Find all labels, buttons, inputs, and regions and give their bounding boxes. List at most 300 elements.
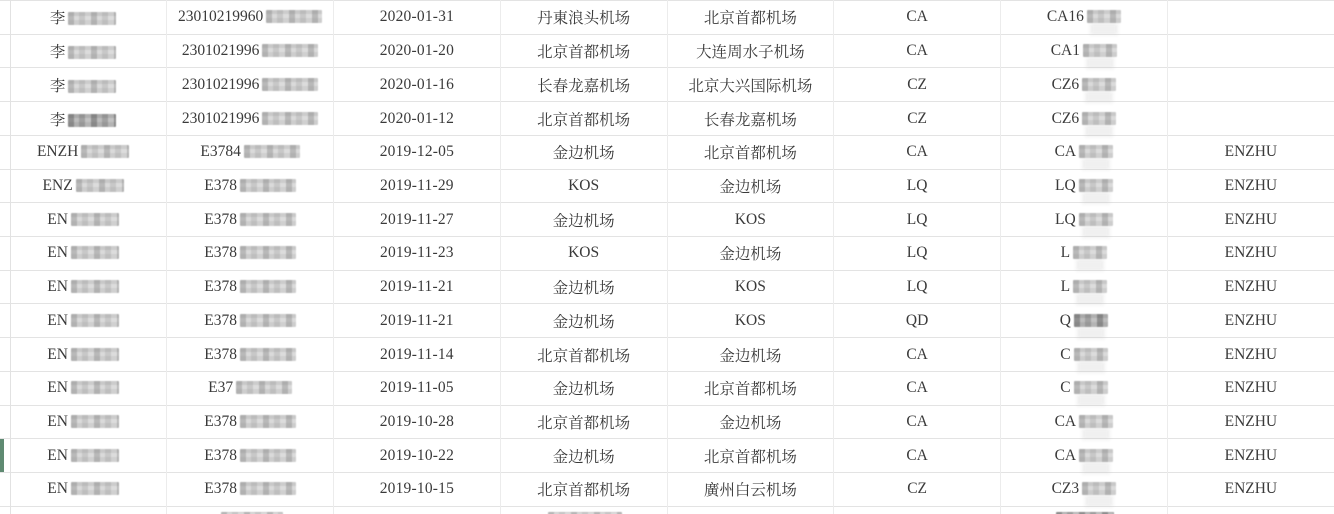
airline-code-text: CZ <box>907 109 928 127</box>
redaction-mask <box>244 145 300 158</box>
cell-flight-date[interactable] <box>334 338 501 372</box>
arrival-airport-text: 北京首都机场 <box>703 145 797 163</box>
cell-arrival-airport[interactable] <box>667 405 834 439</box>
passenger-name-text: EN <box>47 412 68 430</box>
cell-arrival-airport[interactable] <box>667 135 834 169</box>
cell-flight-number[interactable] <box>1001 338 1168 372</box>
cell-flight-number[interactable] <box>1001 34 1168 68</box>
arrival-airport-text: 廣州白云机场 <box>703 482 797 500</box>
cell-airline-code[interactable] <box>834 203 1001 237</box>
document-number-text: E378 <box>204 345 237 363</box>
airline-code-text: CA <box>906 345 928 363</box>
cell-departure-airport[interactable] <box>500 102 667 136</box>
redaction-mask <box>1073 280 1107 293</box>
airline-code-text: QD <box>905 311 929 329</box>
flight-date-text: 2019-11-27 <box>380 210 454 228</box>
flight-date-text: 2019-11-29 <box>380 176 454 194</box>
cell-passenger-name[interactable] <box>0 506 167 514</box>
flight-number-text: Q <box>1059 311 1071 329</box>
cell-arrival-airport[interactable] <box>667 1 834 35</box>
table-row <box>0 371 1334 405</box>
cell-passenger-name[interactable] <box>0 371 167 405</box>
airline-code-text: LQ <box>906 244 928 262</box>
passenger-latin-name-text: ENZHU <box>1224 244 1278 262</box>
table-row-partial <box>0 506 1334 514</box>
flight-number-text: CZ3 <box>1051 480 1080 498</box>
cell-departure-airport[interactable] <box>500 135 667 169</box>
cell-document-number[interactable] <box>167 68 334 102</box>
cell-flight-number[interactable] <box>1001 237 1168 271</box>
redaction-mask <box>71 348 119 361</box>
arrival-airport-text: 北京首都机场 <box>703 381 797 399</box>
passenger-name-text: ENZ <box>42 176 73 194</box>
cell-flight-date[interactable] <box>334 34 501 68</box>
flight-number-text: CA <box>1054 412 1077 430</box>
arrival-airport-text: 金边机场 <box>719 414 782 432</box>
cell-passenger-name[interactable] <box>0 304 167 338</box>
table-row <box>0 1 1334 35</box>
departure-airport-text: 北京首都机场 <box>537 414 631 432</box>
cell-flight-number[interactable] <box>1001 203 1168 237</box>
redaction-mask <box>71 482 119 495</box>
cell-passenger-latin-name[interactable] <box>1167 405 1334 439</box>
cell-flight-number[interactable] <box>1001 439 1168 473</box>
flight-date-text: 2019-11-14 <box>380 345 454 363</box>
table-body <box>0 1 1334 514</box>
flight-number-text: C <box>1060 345 1071 363</box>
cell-document-number[interactable] <box>167 405 334 439</box>
passenger-name-text: EN <box>47 480 68 498</box>
cell-passenger-name[interactable] <box>0 135 167 169</box>
departure-airport-text: 北京首都机场 <box>537 347 631 365</box>
cell-airline-code[interactable] <box>834 473 1001 507</box>
cell-arrival-airport[interactable] <box>667 371 834 405</box>
cell-passenger-latin-name[interactable] <box>1167 473 1334 507</box>
cell-flight-number[interactable] <box>1001 102 1168 136</box>
cell-airline-code[interactable] <box>834 304 1001 338</box>
cell-passenger-latin-name[interactable] <box>1167 237 1334 271</box>
cell-flight-number[interactable] <box>1001 473 1168 507</box>
flight-number-text: CA16 <box>1046 8 1084 26</box>
redaction-mask <box>1083 44 1117 57</box>
document-number-text: E37 <box>208 379 234 397</box>
departure-airport-text: 金边机场 <box>552 313 615 331</box>
departure-airport-text: 金边机场 <box>552 280 615 298</box>
cell-flight-date[interactable] <box>334 135 501 169</box>
passenger-latin-name-text: ENZHU <box>1224 176 1278 194</box>
cell-flight-number[interactable] <box>1001 1 1168 35</box>
redaction-mask <box>71 381 119 394</box>
cell-passenger-latin-name[interactable] <box>1167 439 1334 473</box>
arrival-airport-text: KOS <box>734 278 766 296</box>
cell-document-number[interactable] <box>167 203 334 237</box>
cell-passenger-latin-name[interactable] <box>1167 371 1334 405</box>
passenger-name-text: EN <box>47 345 68 363</box>
cell-arrival-airport[interactable] <box>667 68 834 102</box>
cell-flight-number[interactable] <box>1001 506 1168 514</box>
flight-date-text: 2020-01-31 <box>379 8 455 26</box>
redaction-mask <box>71 449 119 462</box>
cell-airline-code[interactable] <box>834 68 1001 102</box>
redaction-mask <box>1082 112 1116 125</box>
redaction-mask <box>68 46 116 59</box>
cell-document-number[interactable] <box>167 270 334 304</box>
redaction-mask <box>71 314 119 327</box>
cell-airline-code[interactable] <box>834 102 1001 136</box>
cell-arrival-airport[interactable] <box>667 270 834 304</box>
cell-document-number[interactable] <box>167 1 334 35</box>
redaction-mask <box>1079 449 1113 462</box>
document-number-text: E378 <box>204 176 237 194</box>
cell-flight-number[interactable] <box>1001 169 1168 203</box>
table-row <box>0 338 1334 372</box>
cell-departure-airport[interactable] <box>500 405 667 439</box>
cell-arrival-airport[interactable] <box>667 506 834 514</box>
cell-arrival-airport[interactable] <box>667 237 834 271</box>
cell-passenger-latin-name[interactable] <box>1167 135 1334 169</box>
cell-passenger-name[interactable] <box>0 102 167 136</box>
arrival-airport-text: 金边机场 <box>719 347 782 365</box>
redaction-mask <box>71 213 119 226</box>
flight-number-text: L <box>1060 244 1071 262</box>
document-number-text: E378 <box>204 244 237 262</box>
redaction-mask <box>240 482 296 495</box>
cell-flight-date[interactable] <box>334 506 501 514</box>
cell-flight-date[interactable] <box>334 1 501 35</box>
cell-arrival-airport[interactable] <box>667 102 834 136</box>
cell-passenger-latin-name[interactable] <box>1167 338 1334 372</box>
flight-date-text: 2019-10-22 <box>379 446 455 464</box>
active-row-indicator <box>0 439 4 472</box>
passenger-name-text: EN <box>47 379 68 397</box>
cell-flight-date[interactable] <box>334 203 501 237</box>
redaction-mask <box>262 112 318 125</box>
cell-passenger-latin-name[interactable] <box>1167 169 1334 203</box>
passenger-latin-name-text: ENZHU <box>1224 480 1278 498</box>
redaction-mask <box>71 246 119 259</box>
cell-passenger-name[interactable] <box>0 338 167 372</box>
cell-document-number[interactable] <box>167 371 334 405</box>
cell-passenger-name[interactable] <box>0 270 167 304</box>
cell-airline-code[interactable] <box>834 1 1001 35</box>
flight-date-text: 2019-12-05 <box>379 143 455 161</box>
departure-airport-text: KOS <box>568 176 600 194</box>
redaction-mask <box>240 213 296 226</box>
flight-date-text: 2019-11-21 <box>380 278 454 296</box>
cell-flight-date[interactable] <box>334 169 501 203</box>
document-number-text: E378 <box>204 412 237 430</box>
passenger-latin-name-text: ENZHU <box>1224 143 1278 161</box>
document-number-text: 2301021996 <box>181 75 260 93</box>
flight-number-text: CZ6 <box>1051 75 1080 93</box>
cell-flight-number[interactable] <box>1001 135 1168 169</box>
cell-airline-code[interactable] <box>834 405 1001 439</box>
flight-date-text: 2019-11-23 <box>380 244 454 262</box>
document-number-text: 2301021996 <box>181 109 260 127</box>
departure-airport-text: 金边机场 <box>552 212 615 230</box>
arrival-airport-text: 北京首都机场 <box>703 448 797 466</box>
flight-date-text: 2020-01-16 <box>379 75 455 93</box>
cell-departure-airport[interactable] <box>500 169 667 203</box>
table-row <box>0 135 1334 169</box>
passenger-name-text: EN <box>47 311 68 329</box>
cell-flight-date[interactable] <box>334 102 501 136</box>
cell-document-number[interactable] <box>167 506 334 514</box>
flight-date-text: 2019-11-05 <box>380 379 454 397</box>
redaction-mask <box>1079 145 1113 158</box>
cell-passenger-latin-name[interactable] <box>1167 506 1334 514</box>
airline-code-text: CA <box>906 143 928 161</box>
flight-date-text: 2020-01-12 <box>379 109 455 127</box>
cell-flight-date[interactable] <box>334 405 501 439</box>
cell-arrival-airport[interactable] <box>667 473 834 507</box>
cell-flight-date[interactable] <box>334 270 501 304</box>
flight-date-text: 2019-10-15 <box>379 480 455 498</box>
cell-airline-code[interactable] <box>834 34 1001 68</box>
document-number-text: 2301021996 <box>181 42 260 60</box>
redaction-mask <box>1079 213 1113 226</box>
table-row <box>0 405 1334 439</box>
table-row <box>0 102 1334 136</box>
passenger-latin-name-text: ENZHU <box>1224 311 1278 329</box>
cell-document-number[interactable] <box>167 439 334 473</box>
cell-departure-airport[interactable] <box>500 338 667 372</box>
cell-airline-code[interactable] <box>834 506 1001 514</box>
airline-code-text: CA <box>906 42 928 60</box>
redaction-mask <box>1082 482 1116 495</box>
departure-airport-text: KOS <box>568 244 600 262</box>
redaction-mask <box>1074 348 1108 361</box>
cell-flight-date[interactable] <box>334 473 501 507</box>
cell-departure-airport[interactable] <box>500 68 667 102</box>
arrival-airport-text: 大连周水子机场 <box>696 44 805 62</box>
cell-document-number[interactable] <box>167 237 334 271</box>
redaction-mask <box>68 12 116 25</box>
passenger-name-text: EN <box>47 210 68 228</box>
arrival-airport-text: 北京大兴国际机场 <box>688 77 813 95</box>
arrival-airport-text: KOS <box>734 311 766 329</box>
arrival-airport-text: 金边机场 <box>719 178 782 196</box>
flight-number-text: LQ <box>1055 210 1076 228</box>
cell-passenger-name[interactable] <box>0 405 167 439</box>
cell-flight-date[interactable] <box>334 304 501 338</box>
arrival-airport-text: 北京首都机场 <box>703 10 797 28</box>
cell-passenger-name[interactable] <box>0 169 167 203</box>
cell-arrival-airport[interactable] <box>667 338 834 372</box>
cell-departure-airport[interactable] <box>500 270 667 304</box>
arrival-airport-text: 长春龙嘉机场 <box>703 111 797 129</box>
flight-number-text: CA <box>1054 143 1077 161</box>
cell-departure-airport[interactable] <box>500 237 667 271</box>
airline-code-text: CA <box>906 8 928 26</box>
passenger-name-text: EN <box>47 278 68 296</box>
cell-airline-code[interactable] <box>834 439 1001 473</box>
departure-airport-text: 长春龙嘉机场 <box>537 77 631 95</box>
passenger-latin-name-text: ENZHU <box>1224 446 1278 464</box>
redaction-mask <box>1082 78 1116 91</box>
cell-arrival-airport[interactable] <box>667 169 834 203</box>
flight-number-text: CZ6 <box>1051 109 1080 127</box>
passenger-name-text: EN <box>47 244 68 262</box>
airline-code-text: CA <box>906 446 928 464</box>
frozen-pane-divider <box>10 0 11 514</box>
departure-airport-text: 金边机场 <box>552 381 615 399</box>
redaction-mask <box>1074 314 1108 327</box>
cell-arrival-airport[interactable] <box>667 34 834 68</box>
cell-document-number[interactable] <box>167 338 334 372</box>
cell-departure-airport[interactable] <box>500 473 667 507</box>
redaction-mask <box>236 381 292 394</box>
cell-flight-date[interactable] <box>334 237 501 271</box>
passenger-latin-name-text: ENZHU <box>1224 278 1278 296</box>
passenger-latin-name-text: ENZHU <box>1224 412 1278 430</box>
redaction-mask <box>76 179 124 192</box>
cell-document-number[interactable] <box>167 304 334 338</box>
redaction-mask <box>262 44 318 57</box>
flight-number-text: CA1 <box>1050 42 1081 60</box>
table-row <box>0 203 1334 237</box>
airline-code-text: LQ <box>906 278 928 296</box>
table-row <box>0 439 1334 473</box>
table-row <box>0 473 1334 507</box>
cell-passenger-name[interactable] <box>0 34 167 68</box>
cell-document-number[interactable] <box>167 473 334 507</box>
redaction-mask <box>266 10 322 23</box>
airline-code-text: LQ <box>906 176 928 194</box>
cell-flight-number[interactable] <box>1001 405 1168 439</box>
table-row <box>0 304 1334 338</box>
cell-passenger-name[interactable] <box>0 473 167 507</box>
redaction-mask <box>71 280 119 293</box>
cell-passenger-latin-name[interactable] <box>1167 34 1334 68</box>
airline-code-text: CA <box>906 412 928 430</box>
document-number-text: E378 <box>204 311 237 329</box>
redaction-mask <box>240 348 296 361</box>
passenger-name-text: 李 <box>49 111 66 129</box>
cell-passenger-name[interactable] <box>0 203 167 237</box>
passenger-name-text: 李 <box>49 44 66 62</box>
cell-departure-airport[interactable] <box>500 304 667 338</box>
table-row <box>0 270 1334 304</box>
passenger-latin-name-text: ENZHU <box>1224 345 1278 363</box>
cell-airline-code[interactable] <box>834 237 1001 271</box>
redaction-mask <box>81 145 129 158</box>
airline-code-text: CZ <box>907 75 928 93</box>
flight-number-text: C <box>1060 379 1071 397</box>
cell-departure-airport[interactable] <box>500 506 667 514</box>
cell-passenger-name[interactable] <box>0 68 167 102</box>
cell-flight-date[interactable] <box>334 371 501 405</box>
flight-number-text: LQ <box>1055 176 1076 194</box>
document-number-text: E3784 <box>200 143 241 161</box>
document-number-text: E378 <box>204 278 237 296</box>
cell-passenger-latin-name[interactable] <box>1167 304 1334 338</box>
cell-document-number[interactable] <box>167 102 334 136</box>
cell-document-number[interactable] <box>167 34 334 68</box>
departure-airport-text: 北京首都机场 <box>537 111 631 129</box>
cell-passenger-latin-name[interactable] <box>1167 102 1334 136</box>
cell-document-number[interactable] <box>167 169 334 203</box>
departure-airport-text: 北京首都机场 <box>537 44 631 62</box>
redaction-mask <box>240 246 296 259</box>
redaction-mask <box>1074 381 1108 394</box>
cell-arrival-airport[interactable] <box>667 439 834 473</box>
cell-passenger-name[interactable] <box>0 1 167 35</box>
redaction-mask <box>240 314 296 327</box>
flight-date-text: 2019-11-21 <box>380 311 454 329</box>
cell-departure-airport[interactable] <box>500 371 667 405</box>
airline-code-text: LQ <box>906 210 928 228</box>
departure-airport-text: 北京首都机场 <box>537 482 631 500</box>
airline-code-text: CZ <box>907 480 928 498</box>
passenger-name-text: ENZH <box>36 143 79 161</box>
passenger-name-text: 李 <box>49 10 66 28</box>
flight-date-text: 2020-01-20 <box>379 42 455 60</box>
redaction-mask <box>262 78 318 91</box>
table-row <box>0 34 1334 68</box>
flight-number-text: CA <box>1054 446 1077 464</box>
cell-passenger-name[interactable] <box>0 237 167 271</box>
redaction-mask <box>68 80 116 93</box>
cell-airline-code[interactable] <box>834 270 1001 304</box>
cell-passenger-latin-name[interactable] <box>1167 1 1334 35</box>
cell-airline-code[interactable] <box>834 338 1001 372</box>
cell-arrival-airport[interactable] <box>667 304 834 338</box>
cell-flight-date[interactable] <box>334 439 501 473</box>
cell-airline-code[interactable] <box>834 169 1001 203</box>
cell-departure-airport[interactable] <box>500 439 667 473</box>
redaction-mask <box>68 114 116 127</box>
flight-date-text: 2019-10-28 <box>379 412 455 430</box>
airline-code-text: CA <box>906 379 928 397</box>
cell-document-number[interactable] <box>167 135 334 169</box>
departure-airport-text: 金边机场 <box>552 448 615 466</box>
cell-flight-number[interactable] <box>1001 304 1168 338</box>
flight-number-text: L <box>1060 278 1071 296</box>
arrival-airport-text: 金边机场 <box>719 246 782 264</box>
redaction-mask <box>240 449 296 462</box>
arrival-airport-text: KOS <box>734 210 766 228</box>
redaction-mask <box>240 415 296 428</box>
cell-flight-number[interactable] <box>1001 68 1168 102</box>
cell-arrival-airport[interactable] <box>667 203 834 237</box>
redaction-mask <box>71 415 119 428</box>
cell-passenger-latin-name[interactable] <box>1167 270 1334 304</box>
passenger-name-text: EN <box>47 446 68 464</box>
cell-flight-number[interactable] <box>1001 371 1168 405</box>
redaction-mask <box>1079 415 1113 428</box>
passenger-latin-name-text: ENZHU <box>1224 379 1278 397</box>
document-number-text: E378 <box>204 446 237 464</box>
cell-airline-code[interactable] <box>834 371 1001 405</box>
cell-passenger-latin-name[interactable] <box>1167 68 1334 102</box>
passenger-name-text: 李 <box>49 77 66 95</box>
cell-flight-date[interactable] <box>334 68 501 102</box>
cell-departure-airport[interactable] <box>500 203 667 237</box>
cell-flight-number[interactable] <box>1001 270 1168 304</box>
cell-airline-code[interactable] <box>834 135 1001 169</box>
table-row <box>0 237 1334 271</box>
redaction-mask <box>1079 179 1113 192</box>
cell-passenger-latin-name[interactable] <box>1167 203 1334 237</box>
departure-airport-text: 丹東浪头机场 <box>537 10 631 28</box>
document-number-text: E378 <box>204 480 237 498</box>
cell-departure-airport[interactable] <box>500 34 667 68</box>
cell-passenger-name[interactable] <box>0 439 167 473</box>
cell-departure-airport[interactable] <box>500 1 667 35</box>
redaction-mask <box>240 179 296 192</box>
redaction-mask <box>240 280 296 293</box>
